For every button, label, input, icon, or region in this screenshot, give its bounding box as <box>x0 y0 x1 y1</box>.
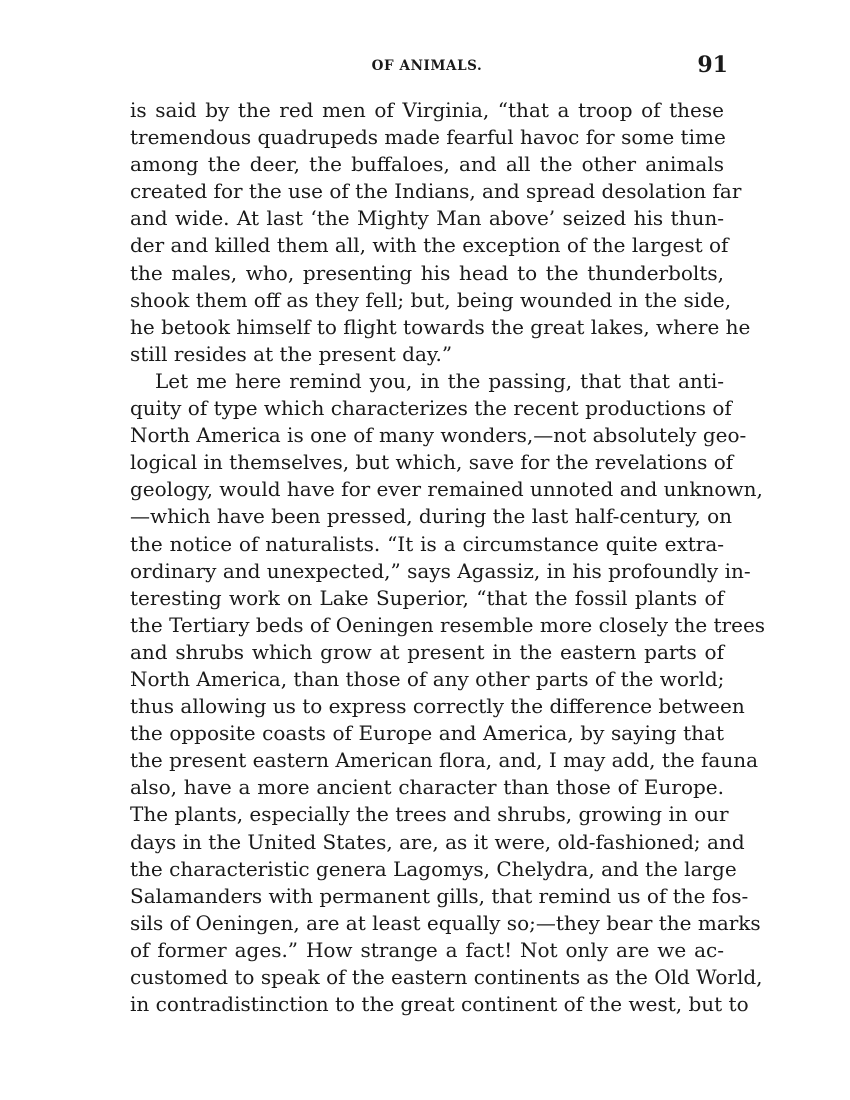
page-number: 91 <box>697 52 728 78</box>
text-line: The plants, especially the trees and shrubs, growing in our <box>130 802 729 827</box>
text-line: der and killed them all, with the exception of the largest of <box>130 233 729 258</box>
text-line: the notice of naturalists. “It is a circumstance quite extra- <box>130 531 724 556</box>
text-line: North America, than those of any other parts of the world; <box>130 666 725 691</box>
text-line: shook them off as they fell; but, being wounded in the side, <box>130 287 732 312</box>
text-line: days in the United States, are, as it were, old-fashioned; and <box>130 829 745 854</box>
text-line: the Tertiary beds of Oeningen resemble more closely the trees <box>130 612 766 637</box>
text-line: the present eastern American flora, and, I may add, the fauna <box>130 748 759 773</box>
running-head <box>130 52 728 86</box>
text-line: and shrubs which grow at present in the eastern parts of <box>130 639 724 664</box>
text-line: and wide. At last ‘the Mighty Man above’ seized his thun- <box>130 206 724 231</box>
text-line: in contradistinction to the great continent of the west, but to <box>130 992 749 1017</box>
text-line: geology, would have for ever remained unnoted and unknown, <box>130 477 763 502</box>
paragraph <box>130 368 766 1018</box>
text-line: the opposite coasts of Europe and America, by saying that <box>130 721 724 746</box>
text-line: of former ages.” How strange a fact! Not only are we ac- <box>130 937 724 962</box>
text-line: Let me here remind you, in the passing, that that anti- <box>155 368 724 393</box>
text-line: tremendous quadrupeds made fearful havoc for some time <box>130 125 726 150</box>
text-line: the males, who, presenting his head to the thunderbolts, <box>130 260 724 285</box>
text-line: thus allowing us to express correctly the difference between <box>130 694 745 719</box>
text-line: quity of type which characterizes the recent productions of <box>130 396 732 421</box>
text-line: customed to speak of the eastern continents as the Old World, <box>130 965 763 989</box>
text-line: also, have a more ancient character than those of Europe. <box>130 775 724 800</box>
text-line: is said by the red men of Virginia, “that a troop of these <box>130 98 724 122</box>
text-line: logical in themselves, but which, save for the revelations of <box>130 450 734 475</box>
text-line: he betook himself to flight towards the great lakes, where he <box>130 314 751 339</box>
text-line: still resides at the present day.” <box>130 341 453 366</box>
paragraph <box>130 97 751 368</box>
text-line: Salamanders with permanent gills, that remind us of the fos- <box>130 883 749 908</box>
text-line: ordinary and unexpected,” says Agassiz, in his profoundly in- <box>130 558 751 583</box>
text-line: sils of Oeningen, are at least equally so;—they bear the marks <box>130 910 761 935</box>
text-line: the characteristic genera Lagomys, Chelydra, and the large <box>130 856 737 881</box>
text-line: created for the use of the Indians, and spread desolation far <box>130 179 742 204</box>
text-line: North America is one of many wonders,—not absolutely geo- <box>130 423 747 448</box>
text-line: —which have been pressed, during the last half-century, on <box>130 504 733 529</box>
text-line: teresting work on Lake Superior, “that the fossil plants of <box>130 585 724 610</box>
running-title: OF ANIMALS. <box>371 58 483 74</box>
text-line: among the deer, the buffaloes, and all the other animals <box>130 152 724 177</box>
body-text <box>130 97 766 1018</box>
